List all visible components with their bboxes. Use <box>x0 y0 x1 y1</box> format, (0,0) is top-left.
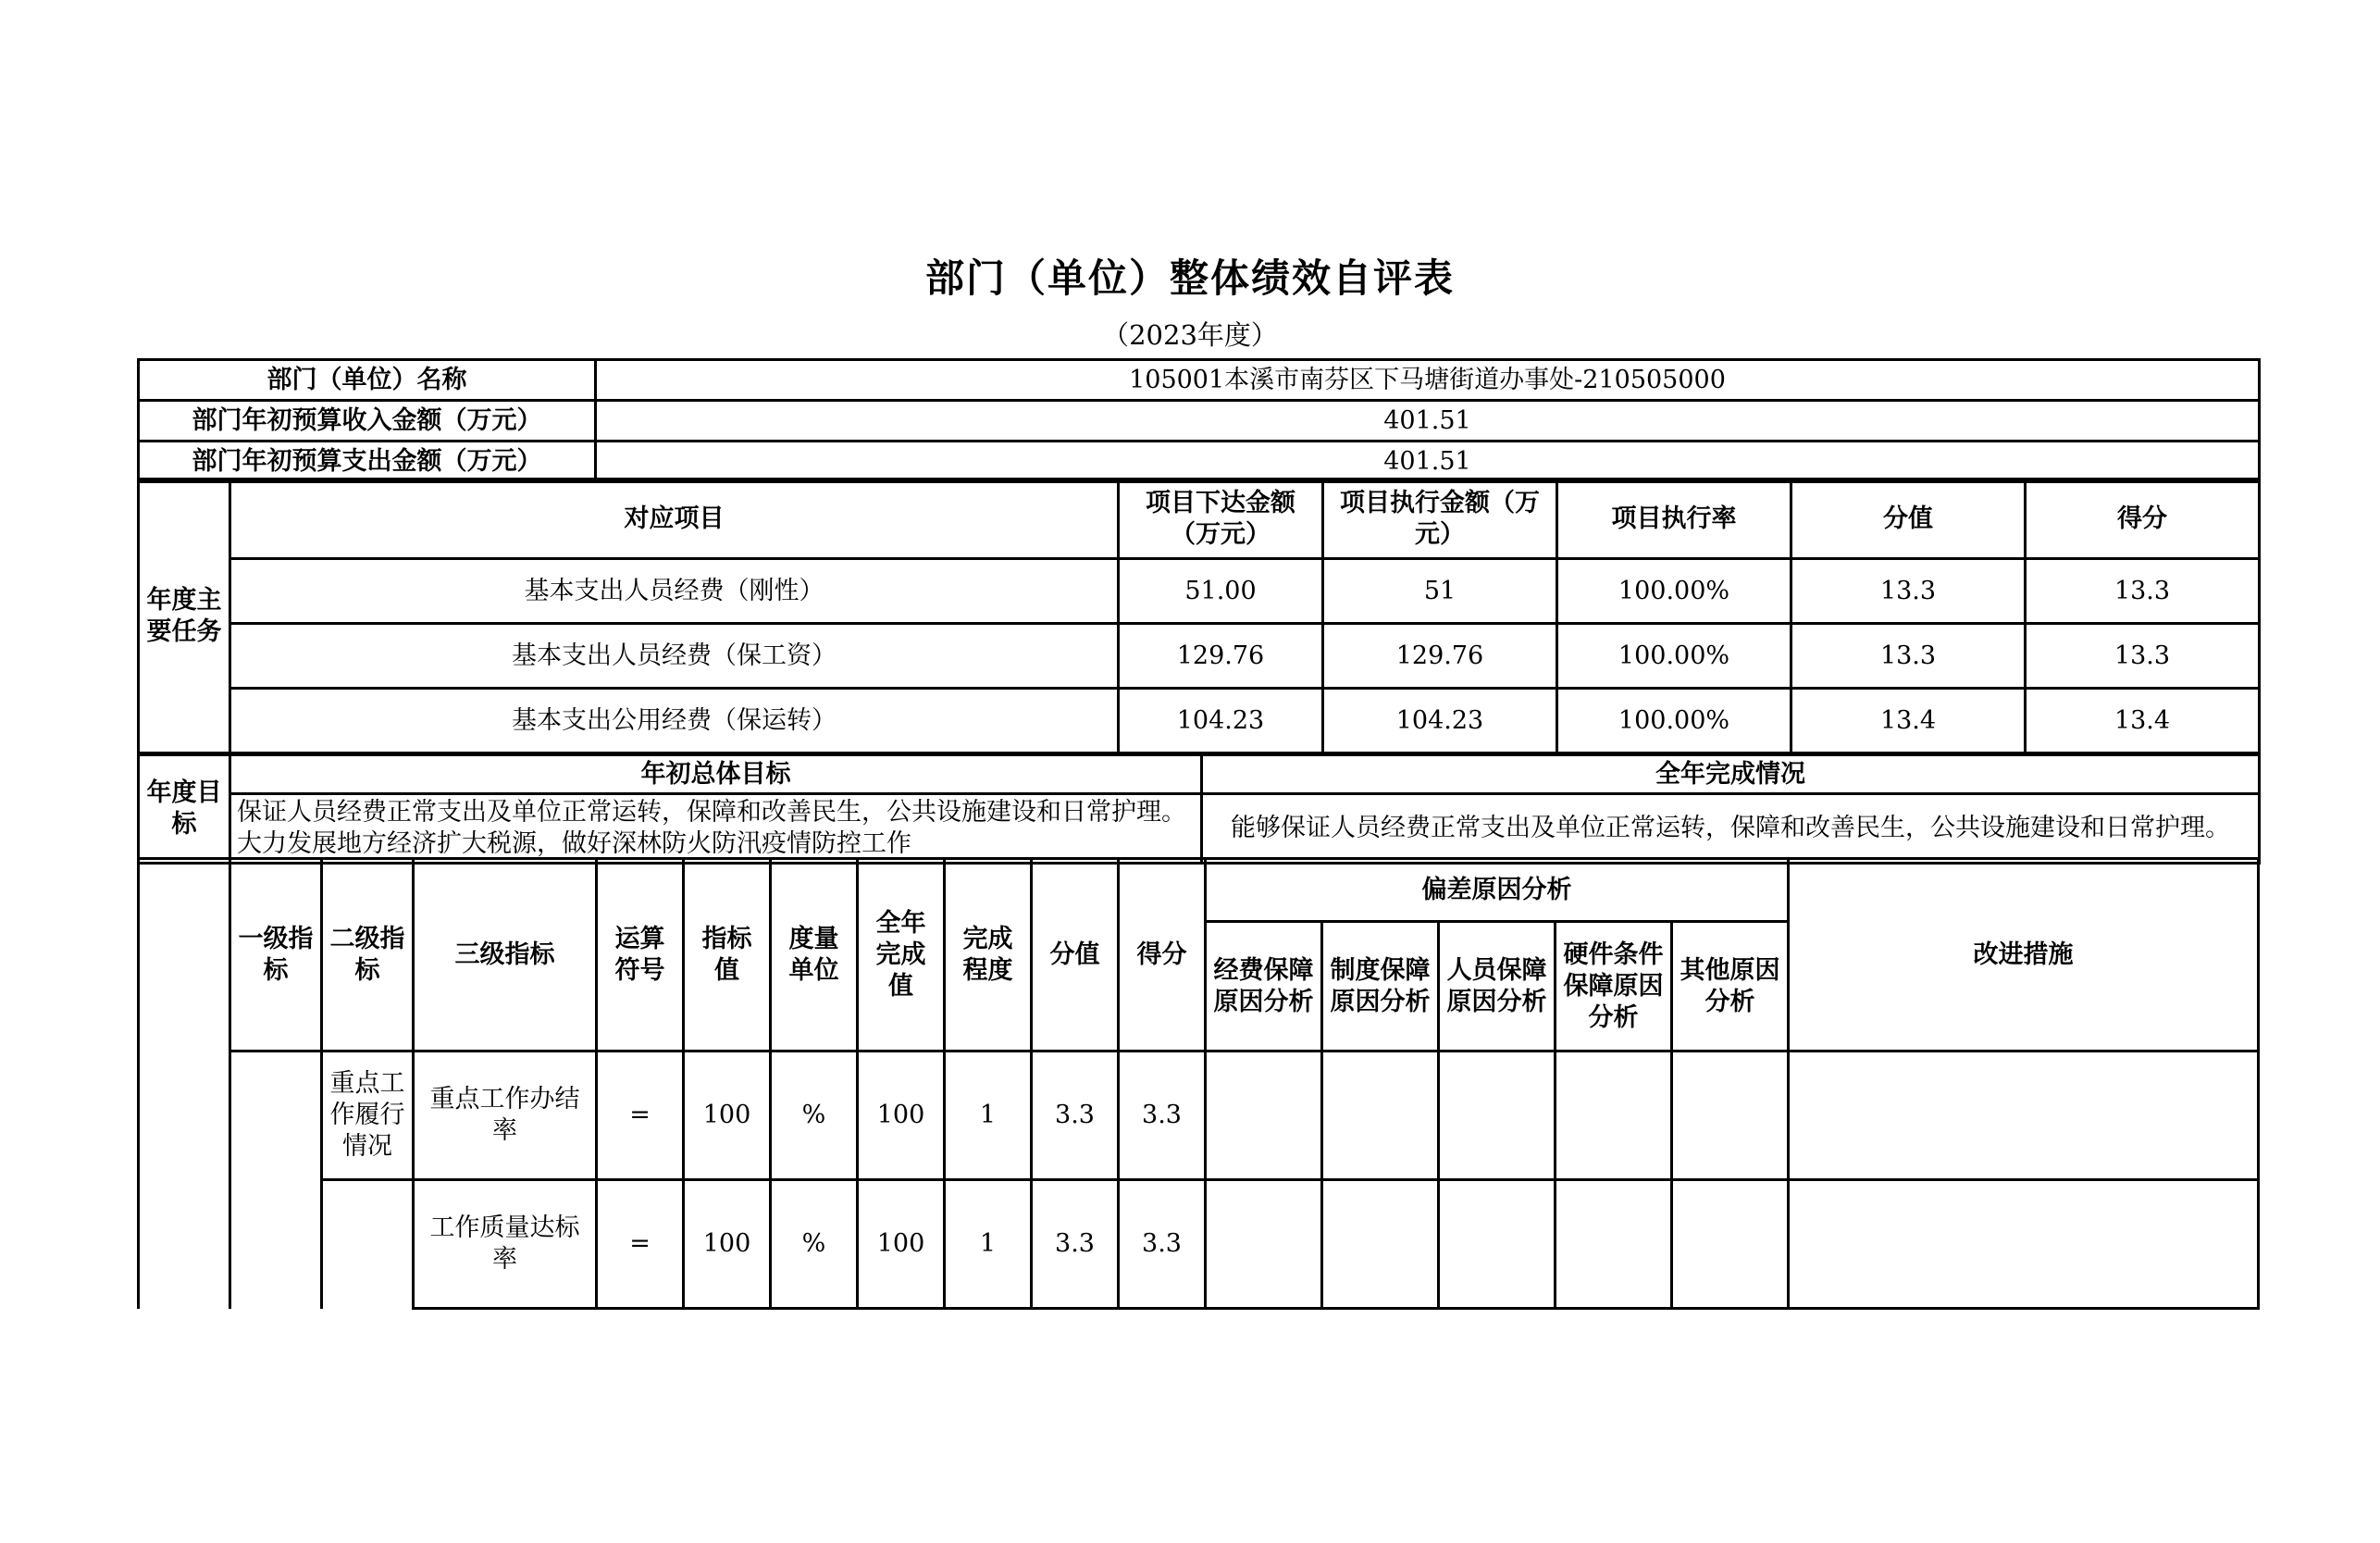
task-issued: 129.76 <box>1119 624 1323 689</box>
dev-staff-cell <box>1439 1180 1556 1309</box>
header-dev-funding: 经费保障原因分析 <box>1206 922 1322 1051</box>
goals-side-label: 年度目标 <box>139 755 230 864</box>
target-cell: 100 <box>684 1051 771 1180</box>
department-info-table <box>137 358 2261 483</box>
header-degree: 完成程度 <box>945 859 1032 1051</box>
improvement-cell <box>1789 1180 2259 1309</box>
completion-header: 全年完成情况 <box>1202 755 2260 794</box>
header-level2: 二级指标 <box>322 859 414 1051</box>
level1-cell <box>230 1051 322 1309</box>
annual-tasks-table <box>137 478 2261 754</box>
header-level3: 三级指标 <box>414 859 597 1051</box>
header-score-value: 分值 <box>1032 859 1119 1051</box>
annual-goals-table <box>137 753 2261 865</box>
degree-cell: 1 <box>945 1051 1032 1180</box>
operator-cell: = <box>597 1180 684 1309</box>
header-unit: 度量单位 <box>771 859 858 1051</box>
table-row <box>139 624 2260 689</box>
dev-system-cell <box>1322 1180 1439 1309</box>
score-value-cell: 3.3 <box>1032 1051 1119 1180</box>
task-executed: 51 <box>1323 559 1557 624</box>
indicators-side-cell <box>139 859 230 1309</box>
task-executed: 104.23 <box>1323 689 1557 753</box>
header-rate: 项目执行率 <box>1557 479 1791 559</box>
dev-staff-cell <box>1439 1051 1556 1180</box>
header-project: 对应项目 <box>230 479 1119 559</box>
dept-name-label: 部门（单位）名称 <box>139 360 596 401</box>
task-rate: 100.00% <box>1557 624 1791 689</box>
tasks-side-label: 年度主要任务 <box>139 479 230 753</box>
level2-cell: 重点工作履行情况 <box>322 1051 414 1180</box>
table-row <box>139 559 2260 624</box>
header-dev-system: 制度保障原因分析 <box>1322 922 1439 1051</box>
task-issued: 51.00 <box>1119 559 1323 624</box>
header-operator: 运算符号 <box>597 859 684 1051</box>
header-dev-other: 其他原因分析 <box>1672 922 1789 1051</box>
dev-system-cell <box>1322 1051 1439 1180</box>
unit-cell: % <box>771 1051 858 1180</box>
income-label: 部门年初预算收入金额（万元） <box>139 401 596 442</box>
header-actual: 全年完成值 <box>858 859 945 1051</box>
improvement-cell <box>1789 1051 2259 1180</box>
dept-name-value: 105001本溪市南芬区下马塘街道办事处-210505000 <box>596 360 2260 401</box>
score-cell: 3.3 <box>1119 1051 1206 1180</box>
header-target: 指标值 <box>684 859 771 1051</box>
task-rate: 100.00% <box>1557 559 1791 624</box>
task-score-value: 13.4 <box>1791 689 2026 753</box>
task-score: 13.3 <box>2026 624 2260 689</box>
header-issued: 项目下达金额（万元） <box>1119 479 1323 559</box>
header-improvement: 改进措施 <box>1789 859 2259 1051</box>
initial-goal-header: 年初总体目标 <box>230 755 1202 794</box>
actual-cell: 100 <box>858 1180 945 1309</box>
header-deviation: 偏差原因分析 <box>1206 859 1789 922</box>
task-score: 13.4 <box>2026 689 2260 753</box>
dev-hardware-cell <box>1556 1180 1672 1309</box>
task-score-value: 13.3 <box>1791 559 2026 624</box>
dev-other-cell <box>1672 1051 1789 1180</box>
dev-funding-cell <box>1206 1051 1322 1180</box>
dev-funding-cell <box>1206 1180 1322 1309</box>
header-dev-staff: 人员保障原因分析 <box>1439 922 1556 1051</box>
task-score: 13.3 <box>2026 559 2260 624</box>
actual-cell: 100 <box>858 1051 945 1180</box>
task-project: 基本支出公用经费（保运转） <box>230 689 1119 753</box>
header-executed: 项目执行金额（万元） <box>1323 479 1557 559</box>
header-dev-hardware: 硬件条件保障原因分析 <box>1556 922 1672 1051</box>
dev-hardware-cell <box>1556 1051 1672 1180</box>
header-level1: 一级指标 <box>230 859 322 1051</box>
target-cell: 100 <box>684 1180 771 1309</box>
expense-label: 部门年初预算支出金额（万元） <box>139 442 596 482</box>
header-score: 得分 <box>2026 479 2260 559</box>
income-value: 401.51 <box>596 401 2260 442</box>
score-cell: 3.3 <box>1119 1180 1206 1309</box>
header-score-value: 分值 <box>1791 479 2026 559</box>
header-score: 得分 <box>1119 859 1206 1051</box>
degree-cell: 1 <box>945 1180 1032 1309</box>
completion-text: 能够保证人员经费正常支出及单位正常运转，保障和改善民生，公共设施建设和日常护理。 <box>1202 794 2260 864</box>
unit-cell: % <box>771 1180 858 1309</box>
table-row <box>139 1180 2259 1309</box>
level2-cell <box>322 1180 414 1309</box>
table-row <box>139 1051 2259 1180</box>
level3-cell: 工作质量达标率 <box>414 1180 597 1309</box>
score-value-cell: 3.3 <box>1032 1180 1119 1309</box>
task-project: 基本支出人员经费（保工资） <box>230 624 1119 689</box>
task-rate: 100.00% <box>1557 689 1791 753</box>
task-score-value: 13.3 <box>1791 624 2026 689</box>
task-project: 基本支出人员经费（刚性） <box>230 559 1119 624</box>
indicators-table <box>137 857 2260 1310</box>
task-executed: 129.76 <box>1323 624 1557 689</box>
table-row <box>139 689 2260 753</box>
level3-cell: 重点工作办结率 <box>414 1051 597 1180</box>
initial-goal-text: 保证人员经费正常支出及单位正常运转，保障和改善民生，公共设施建设和日常护理。大力发展地方经济扩大税源，做好深林防火防汛疫情防控工作 <box>230 794 1202 864</box>
operator-cell: = <box>597 1051 684 1180</box>
task-issued: 104.23 <box>1119 689 1323 753</box>
expense-value: 401.51 <box>596 442 2260 482</box>
page-title: 部门（单位）整体绩效自评表 <box>924 255 1455 301</box>
page-subtitle: （2023年度） <box>1102 319 1278 351</box>
dev-other-cell <box>1672 1180 1789 1309</box>
